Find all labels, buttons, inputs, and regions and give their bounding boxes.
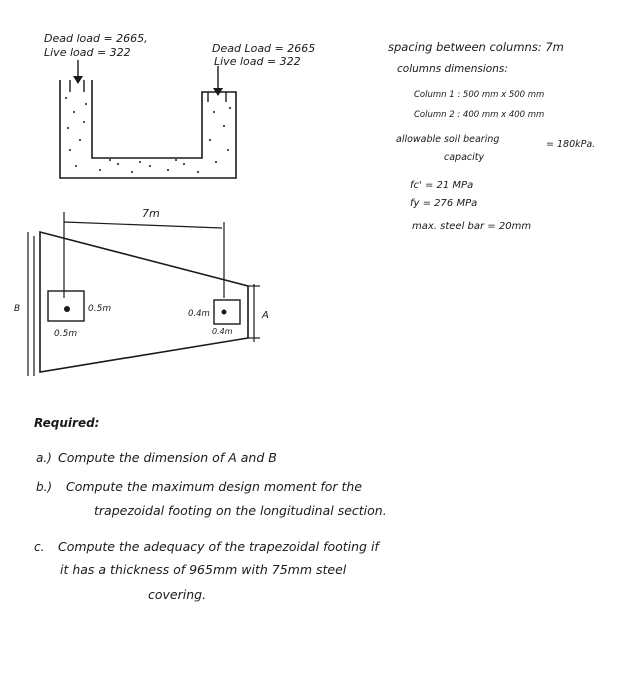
column-1 [48, 291, 84, 321]
column-2-depth-label: 0.4m [212, 327, 233, 336]
concrete-hatch [65, 97, 231, 173]
column-2-width-label: 0.4m [188, 309, 210, 319]
spacing-dimension-line [64, 222, 222, 228]
item-a-marker: a.) [36, 451, 52, 465]
left-dead-load: Dead load = 2665, [44, 32, 148, 45]
max-steel-bar: max. steel bar = 20mm [412, 221, 532, 232]
given-data [388, 40, 595, 232]
item-b-marker: b.) [36, 480, 53, 494]
soil-capacity-line-1: allowable soil bearing [396, 134, 500, 145]
trapezoid-footing [40, 232, 248, 372]
dimension-B-label: B [14, 304, 21, 314]
column-1-width-label: 0.5m [88, 304, 112, 314]
column-1-depth-label: 0.5m [54, 329, 78, 339]
left-live-load: Live load = 322 [44, 46, 131, 59]
spacing-text: spacing between columns: 7m [388, 40, 564, 54]
column-2-centroid [222, 310, 227, 315]
footing-outline [60, 80, 236, 178]
concrete-strength: fc' = 21 MPa [410, 180, 474, 191]
item-b-text-2: trapezoidal footing on the longitudinal section. [94, 503, 387, 518]
column-1-centroid [64, 306, 70, 312]
plan-sketch [14, 207, 269, 376]
soil-capacity-line-2: capacity [444, 152, 485, 163]
column-dimensions-title: columns dimensions: [397, 63, 508, 75]
right-live-load: Live load = 322 [214, 55, 301, 68]
left-load-arrowhead [73, 76, 83, 84]
column-2-dimension: Column 2 : 400 mm x 400 mm [414, 110, 545, 120]
required-heading: Required: [34, 416, 100, 430]
elevation-sketch [44, 32, 315, 178]
item-b-text-1: Compute the maximum design moment for the [66, 479, 363, 494]
column-2 [214, 300, 240, 324]
item-a-text: Compute the dimension of A and B [58, 450, 277, 465]
column-1-dimension: Column 1 : 500 mm x 500 mm [414, 90, 545, 100]
item-c-text-3: covering. [148, 587, 207, 602]
steel-yield: fy = 276 MPa [410, 198, 478, 209]
soil-capacity-value: = 180kPa. [546, 139, 596, 150]
dimension-A-label: A [262, 310, 269, 321]
item-c-marker: c. [34, 540, 45, 554]
spacing-label: 7m [142, 207, 160, 220]
item-c-text-1: Compute the adequacy of the trapezoidal footing if [58, 539, 379, 554]
item-c-text-2: it has a thickness of 965mm with 75mm steel [60, 562, 347, 577]
right-dead-load: Dead Load = 2665 [212, 42, 316, 55]
required-section [34, 416, 387, 602]
